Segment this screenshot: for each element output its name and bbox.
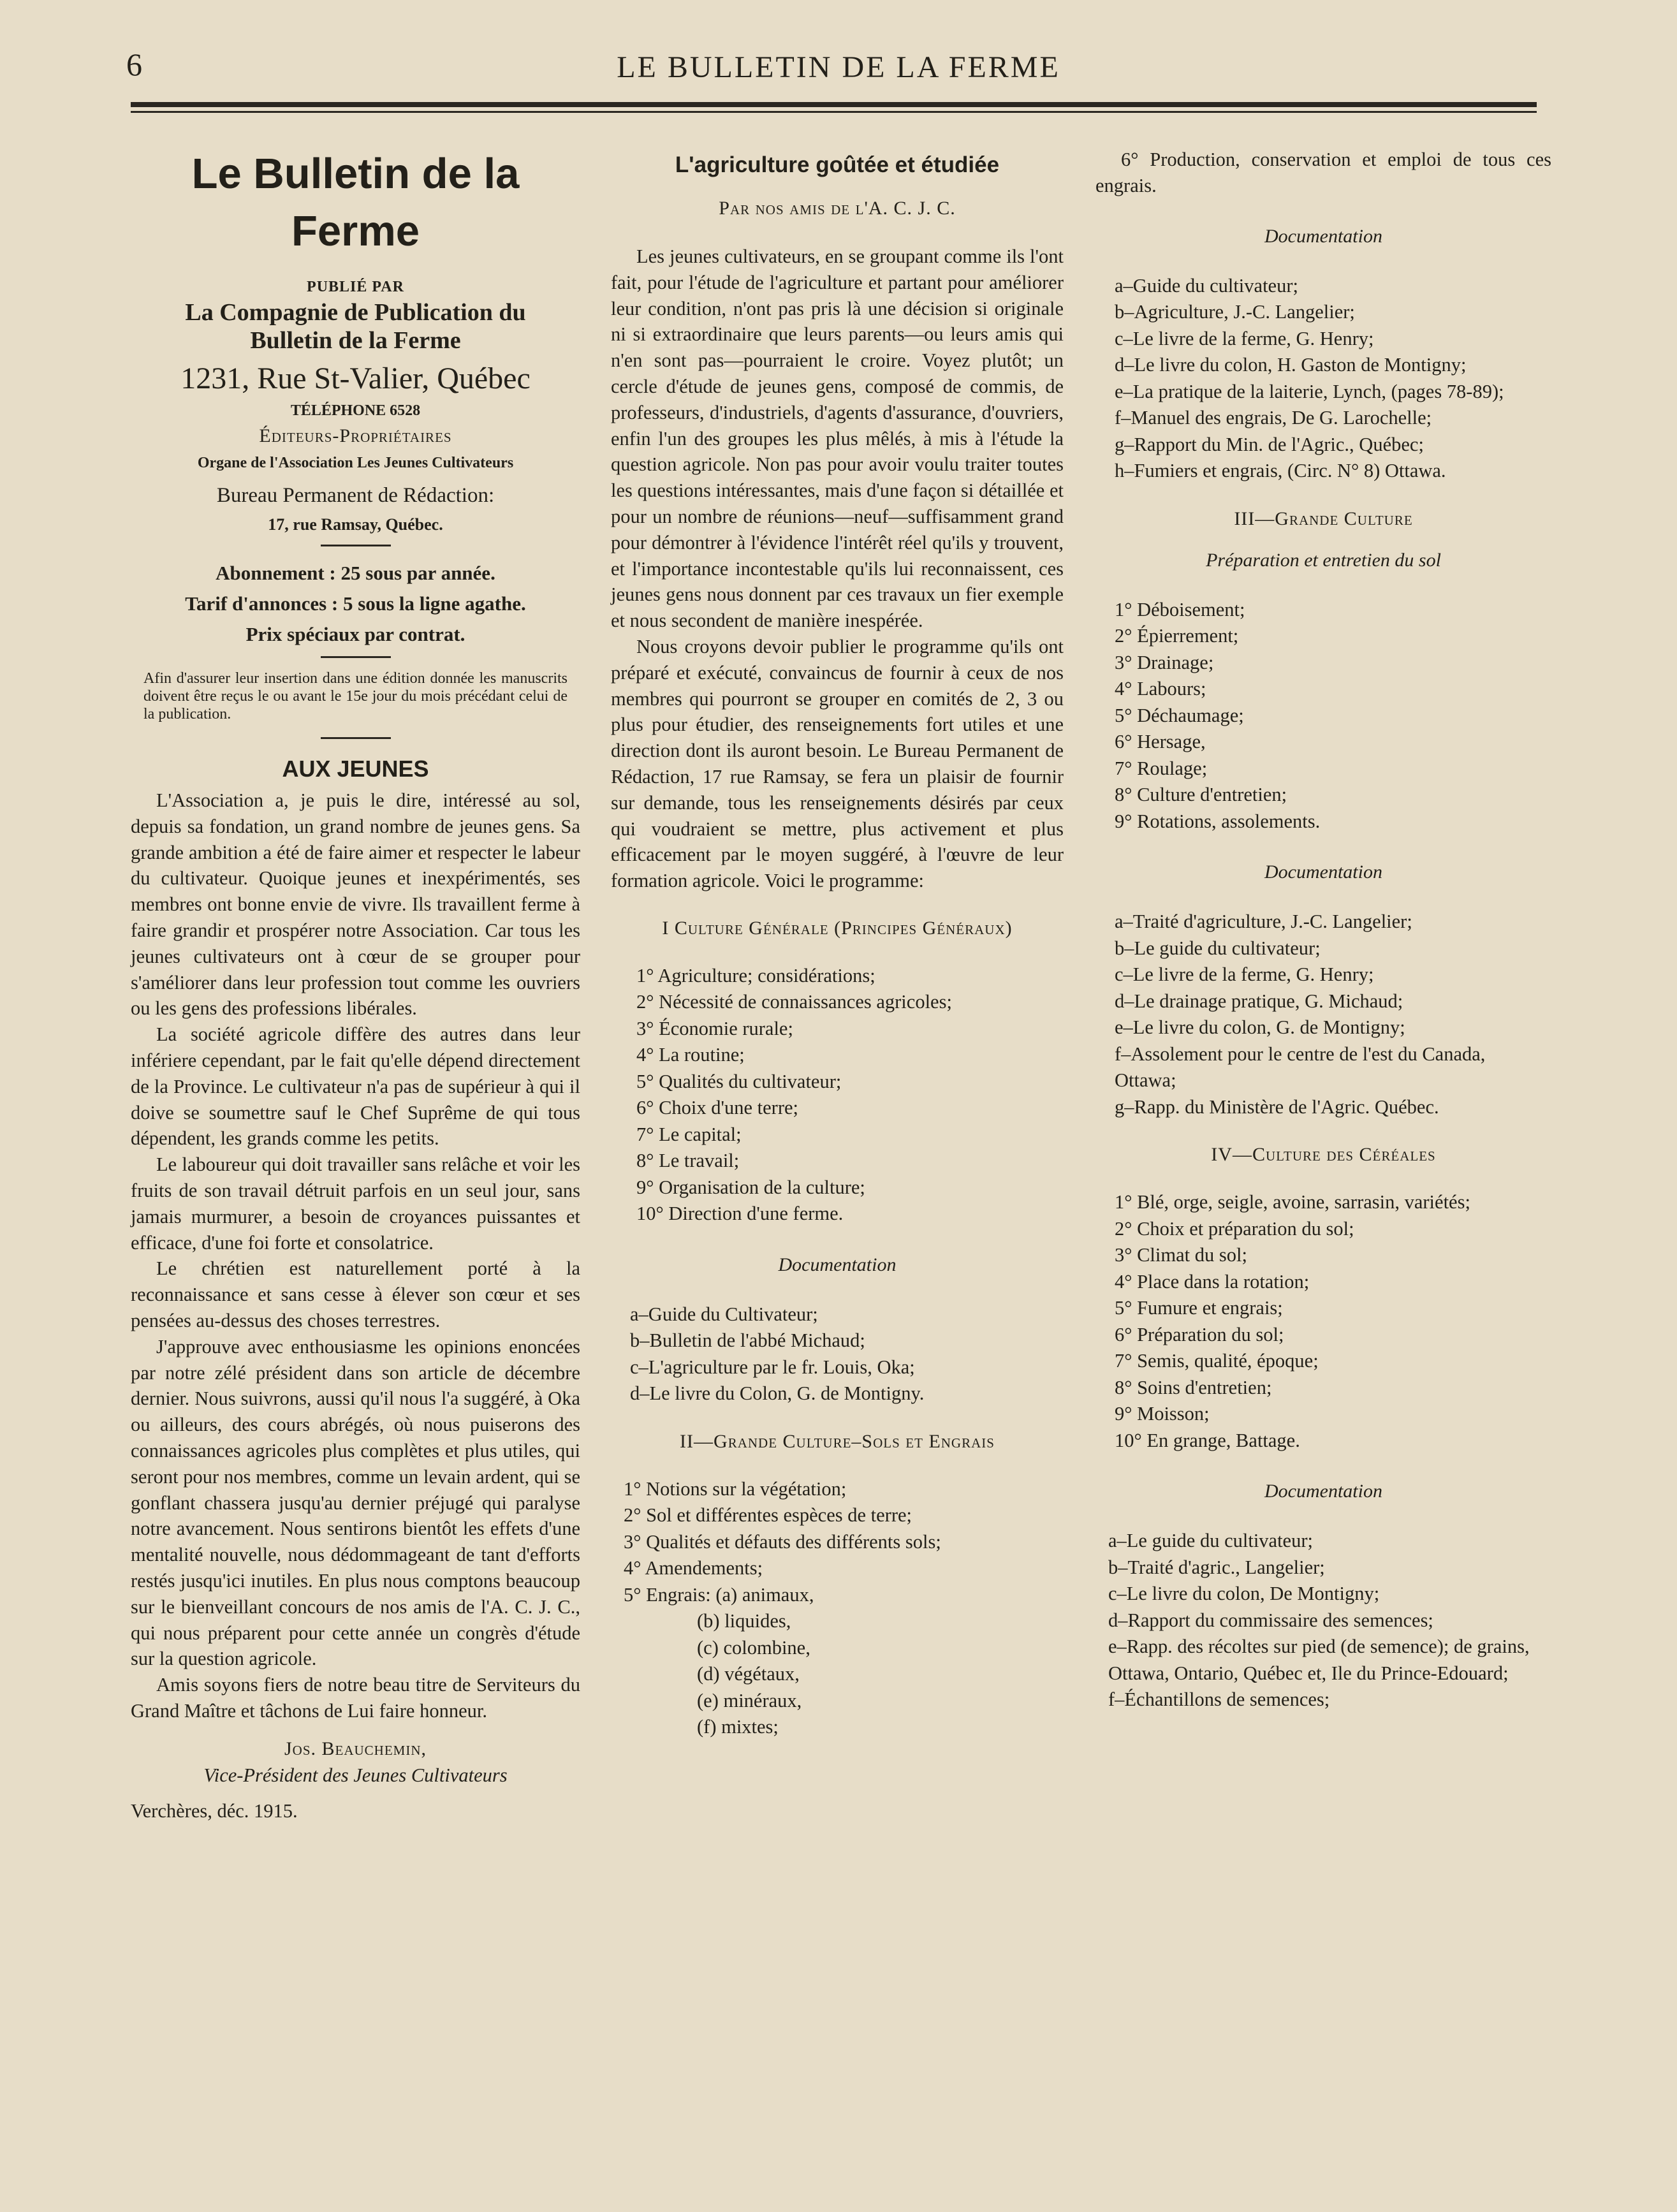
list-item: 2° Nécessité de connaissances agricoles; <box>636 991 952 1013</box>
spacer <box>1095 1168 1551 1189</box>
column-left <box>131 128 580 1824</box>
paragraph: Nous croyons devoir publier le programme qu'ils ont préparé et exécuté, convaincus de fournir à ceux de nos membres qui pourront se grouper en comités de 2, 3 ou plus pour étudier, des renseignements fort utiles et une direction dont ils auront besoin. Le Bureau Permanent de Rédaction, 17 rue Ramsay, se fera un plaisir de fournir sur demande, tous les renseignements désirés par ceux qui voudraient se mettre, plus activement et plus efficacement par le moyen suggéré, à l'œuvre de leur formation agricole. Voici le programme: <box>611 635 1064 892</box>
section4-items <box>1095 1189 1551 1454</box>
list-item: 1° Agriculture; considérations; <box>636 964 875 986</box>
list-item: b–Bulletin de l'abbé Michaud; <box>630 1329 865 1352</box>
list-item: 2° Choix et préparation du sol; <box>1115 1217 1354 1240</box>
list-item: 7° Semis, qualité, époque; <box>1115 1350 1319 1372</box>
documentation-heading: Documentation <box>1264 225 1382 247</box>
section-subheading: Préparation et entretien du sol <box>1206 549 1441 571</box>
list-item: 6° Choix d'une terre; <box>636 1097 799 1119</box>
list-item: 3° Climat du sol; <box>1115 1244 1247 1266</box>
divider <box>321 545 391 546</box>
list-item: g–Rapport du Min. de l'Agric., Québec; <box>1115 433 1424 455</box>
paragraph: Amis soyons fiers de notre beau titre de Serviteurs du Grand Maître et tâchons de Lui faire honneur. <box>131 1674 580 1722</box>
spacer <box>611 941 1064 963</box>
list-item: 4° Place dans la rotation; <box>1115 1270 1310 1293</box>
section2-items <box>611 1476 1064 1741</box>
list-item: 6° Hersage, <box>1115 731 1206 753</box>
section-heading: III—Grande Culture <box>1234 508 1413 529</box>
list-item: e–La pratique de la laiterie, Lynch, (pages 78-89); <box>1115 380 1504 402</box>
list-item: b–Agriculture, J.-C. Langelier; <box>1115 301 1355 323</box>
list-item: (c) colombine, <box>697 1636 810 1659</box>
divider <box>321 737 391 739</box>
masthead-title: Le Bulletin de la Ferme <box>191 150 520 255</box>
publisher-address: 1231, Rue St-Valier, Québec <box>180 362 531 395</box>
spacer <box>611 1407 1064 1429</box>
company-line-1: La Compagnie de Publication du <box>185 299 526 326</box>
list-item: e–Le livre du colon, G. de Montigny; <box>1115 1016 1405 1039</box>
special-prices: Prix spéciaux par contrat. <box>245 623 465 645</box>
list-item: 5° Qualités du cultivateur; <box>636 1070 842 1092</box>
bureau-address: 17, rue Ramsay, Québec. <box>268 515 443 534</box>
list-item: a–Le guide du cultivateur; <box>1108 1530 1313 1552</box>
list-item: 1° Notions sur la végétation; <box>624 1477 847 1500</box>
telephone: TÉLÉPHONE 6528 <box>290 402 421 419</box>
list-item: d–Le livre du colon, H. Gaston de Montigny; <box>1115 354 1467 376</box>
list-item: a–Traité d'agriculture, J.-C. Langelier; <box>1115 911 1412 933</box>
ad-rate: Tarif d'annonces : 5 sous la ligne agathe. <box>185 592 526 615</box>
header-rule-thin <box>131 111 1537 113</box>
list-item: (d) végétaux, <box>697 1663 800 1685</box>
list-item: 9° Rotations, assolements. <box>1115 810 1321 832</box>
list-item: g–Rapp. du Ministère de l'Agric. Québec. <box>1115 1095 1439 1118</box>
list-item: 10° En grange, Battage. <box>1115 1429 1300 1451</box>
column-middle <box>611 128 1064 1741</box>
list-item: 3° Qualités et défauts des différents sols; <box>624 1530 941 1553</box>
list-item: d–Rapport du commissaire des semences; <box>1108 1609 1433 1631</box>
documentation-heading: Documentation <box>1264 861 1382 883</box>
list-item: f–Échantillons de semences; <box>1108 1688 1330 1711</box>
paragraph: Le chrétien est naturellement porté à la reconnaissance et sans cesse à élever son cœur et ses pensées au-dessus des choses terrestres. <box>131 1257 580 1331</box>
list-item: 2° Épierrement; <box>1115 625 1239 647</box>
company-line-2: Bulletin de la Ferme <box>250 327 461 354</box>
documentation-heading: Documentation <box>1264 1481 1382 1502</box>
list-item: c–Le livre de la ferme, G. Henry; <box>1115 963 1374 986</box>
list-item: e–Rapp. des récoltes sur pied (de semence); de grains, Ottawa, Ontario, Québec et, Ile du Prince-Edouard; <box>1108 1636 1530 1684</box>
section1-docs <box>611 1301 1064 1407</box>
list-item: 9° Moisson; <box>1115 1403 1210 1425</box>
place-date: Verchères, déc. 1915. <box>131 1800 298 1822</box>
paragraph: J'approuve avec enthousiasme les opinions enoncées par notre zélé président dans son article de décembre dernier. Nous suivrons, aussi qu'il nous l'a suggéré, à Oka ou ailleurs, des cours abrégés, où nous puiserons des connaissances agricoles plus complètes et plus utiles, qui seront pour nos membres, comme un levain ardent, qui se gonflant chassera jusqu'au dernier préjugé qui paralyse notre avancement. Nous sentirons bientôt les effets d'une mentalité nouvelle, nous dédommageant de tant d'efforts restés jusqu'ici inutiles. En plus nous comptons beaucoup sur le bienveillant concours de nos amis de l'A. C. J. C., qui nous préparent pour cette année un congrès d'étude sur la question agricole. <box>131 1335 580 1670</box>
spacer <box>611 894 1064 916</box>
list-item: 8° Le travail; <box>636 1150 740 1172</box>
spacer <box>1095 1120 1551 1142</box>
article-title-aux-jeunes: AUX JEUNES <box>282 756 429 782</box>
list-item: a–Guide du cultivateur; <box>1115 274 1298 297</box>
section-heading: I Culture Générale (Principes Généraux) <box>662 917 1013 939</box>
list-item: 8° Soins d'entretien; <box>1115 1376 1272 1398</box>
signature-title: Vice-Président des Jeunes Cultivateurs <box>203 1764 508 1786</box>
editorial-bureau: Bureau Permanent de Rédaction: <box>216 484 495 507</box>
section2-docs <box>1095 273 1551 485</box>
list-item: (b) liquides, <box>697 1610 791 1632</box>
running-title: LE BULLETIN DE LA FERME <box>617 50 1060 84</box>
list-item: 3° Drainage; <box>1115 651 1214 673</box>
section3-docs <box>1095 909 1551 1120</box>
list-item: a–Guide du Cultivateur; <box>630 1303 818 1325</box>
list-item: 7° Le capital; <box>636 1123 742 1145</box>
page-number: 6 <box>126 47 142 82</box>
signature-name: Jos. Beauchemin, <box>284 1738 427 1759</box>
list-item: c–Le livre de la ferme, G. Henry; <box>1115 327 1374 349</box>
list-item: 5° Engrais: (a) animaux, <box>624 1583 814 1606</box>
organ-line: Organe de l'Association Les Jeunes Cultivateurs <box>197 455 514 471</box>
list-item: 5° Déchaumage; <box>1115 704 1244 726</box>
header-rule <box>131 102 1537 107</box>
list-item: f–Manuel des engrais, De G. Larochelle; <box>1115 407 1432 429</box>
list-item: 2° Sol et différentes espèces de terre; <box>624 1504 912 1527</box>
section-heading: II—Grande Culture–Sols et Engrais <box>680 1430 995 1452</box>
list-item: 10° Direction d'une ferme. <box>636 1203 844 1225</box>
list-item: 9° Organisation de la culture; <box>636 1176 865 1198</box>
article-title: L'agriculture goûtée et étudiée <box>675 152 1000 177</box>
list-item: c–L'agriculture par le fr. Louis, Oka; <box>630 1356 915 1378</box>
paragraph: Les jeunes cultivateurs, en se groupant comme ils l'ont fait, pour l'étude de l'agriculture et partant pour améliorer leur condition, n'ont pas pris là une décision si originale ni si extraordinaire que leurs parents—ou leurs amis qui n'en sont pas—pourraient le croire. Voyez plutôt; un cercle d'étude de jeunes gens, composé de commis, de professeurs, d'industriels, d'agents d'assurance, d'ouvriers, enfin l'un des groupes les plus mêlés, à mis à l'étude la question agricole. Non pas pour avoir voulu traiter toutes les questions intéressantes, mais d'une façon si détaillée et pour un nombre de réunions—neuf—suffisamment grand pour démontrer à l'évidence l'intérêt réel qu'ils y trouvent, et l'importance incontestable qu'ils lui reconnaissent, ces jeunes gens nous donnent par ces travaux un fier exemple et nous secondent de manière inespérée. <box>611 245 1064 632</box>
list-item: 3° Économie rurale; <box>636 1017 793 1039</box>
column-right <box>1095 128 1551 1713</box>
section3-items <box>1095 597 1551 835</box>
list-item: b–Le guide du cultivateur; <box>1115 937 1321 959</box>
list-item: 8° Culture d'entretien; <box>1115 784 1287 806</box>
section-heading: IV—Culture des Céréales <box>1211 1144 1436 1166</box>
list-item: 4° Amendements; <box>624 1557 763 1579</box>
list-item: d–Le livre du Colon, G. de Montigny. <box>630 1382 925 1405</box>
editors-owners: Éditeurs-Propriétaires <box>259 425 452 446</box>
list-item: f–Assolement pour le centre de l'est du Canada, Ottawa; <box>1115 1043 1486 1092</box>
list-item: 1° Blé, orge, seigle, avoine, sarrasin, variétés; <box>1115 1191 1470 1213</box>
paragraph: 6° Production, conservation et emploi de tous ces engrais. <box>1095 149 1551 196</box>
article-byline: Par nos amis de l'A. C. J. C. <box>719 198 956 219</box>
paragraph: L'Association a, je puis le dire, intéressé au sol, depuis sa fondation, un grand nombre de jeunes gens. Sa grande ambition a été de faire aimer et respecter le labeur du cultivateur. Quoique jeunes et inexpérimentés, ses membres ont bonne envie de vivre. Ils travaillent ferme à faire grandir et prospérer notre Association. Car tous les jeunes cultivateurs ont à cœur de se grouper pour s'améliorer dans leur profession tout comme les ouvriers ou les gens des professions libérales. <box>131 789 580 1020</box>
documentation-heading: Documentation <box>778 1254 897 1275</box>
spacer <box>1095 485 1551 506</box>
submission-notice: Afin d'assurer leur insertion dans une édition donnée les manuscrits doivent être reçus le ou avant le 15e jour du mois précédant celui de la publication. <box>143 670 568 722</box>
list-item: 1° Déboisement; <box>1115 598 1245 620</box>
section4-docs <box>1095 1528 1551 1713</box>
divider <box>321 656 391 658</box>
list-item: 5° Fumure et engrais; <box>1115 1297 1283 1319</box>
list-item: b–Traité d'agric., Langelier; <box>1108 1556 1325 1578</box>
spacer <box>611 1454 1064 1476</box>
paragraph: Le laboureur qui doit travailler sans relâche et voir les fruits de son travail détruit parfois en un seul jour, sans jamais murmurer, a besoin de croyances puissantes et efficace, d'une foi forte et consolatrice. <box>131 1154 580 1254</box>
section1-items <box>611 963 1064 1227</box>
list-item: d–Le drainage pratique, G. Michaud; <box>1115 990 1403 1012</box>
list-item: 4° La routine; <box>636 1044 745 1066</box>
list-item: 7° Roulage; <box>1115 757 1208 779</box>
list-item: (e) minéraux, <box>697 1689 802 1711</box>
paragraph: La société agricole diffère des autres dans leur infériere cependant, par le fait qu'elle dépend directement de la Province. Le cultivateur n'a pas de supérieur à qui il doive se soumettre sauf le Chef Suprême de qui tous dépendent, les grands comme les petits. <box>131 1023 580 1150</box>
published-by: PUBLIÉ PAR <box>307 279 404 295</box>
list-item: (f) mixtes; <box>697 1716 779 1738</box>
list-item: 4° Labours; <box>1115 678 1206 700</box>
subscription-rate: Abonnement : 25 sous par année. <box>216 562 495 584</box>
list-item: c–Le livre du colon, De Montigny; <box>1108 1583 1380 1605</box>
list-item: h–Fumiers et engrais, (Circ. N° 8) Ottawa. <box>1115 460 1446 482</box>
list-item: 6° Préparation du sol; <box>1115 1323 1284 1345</box>
